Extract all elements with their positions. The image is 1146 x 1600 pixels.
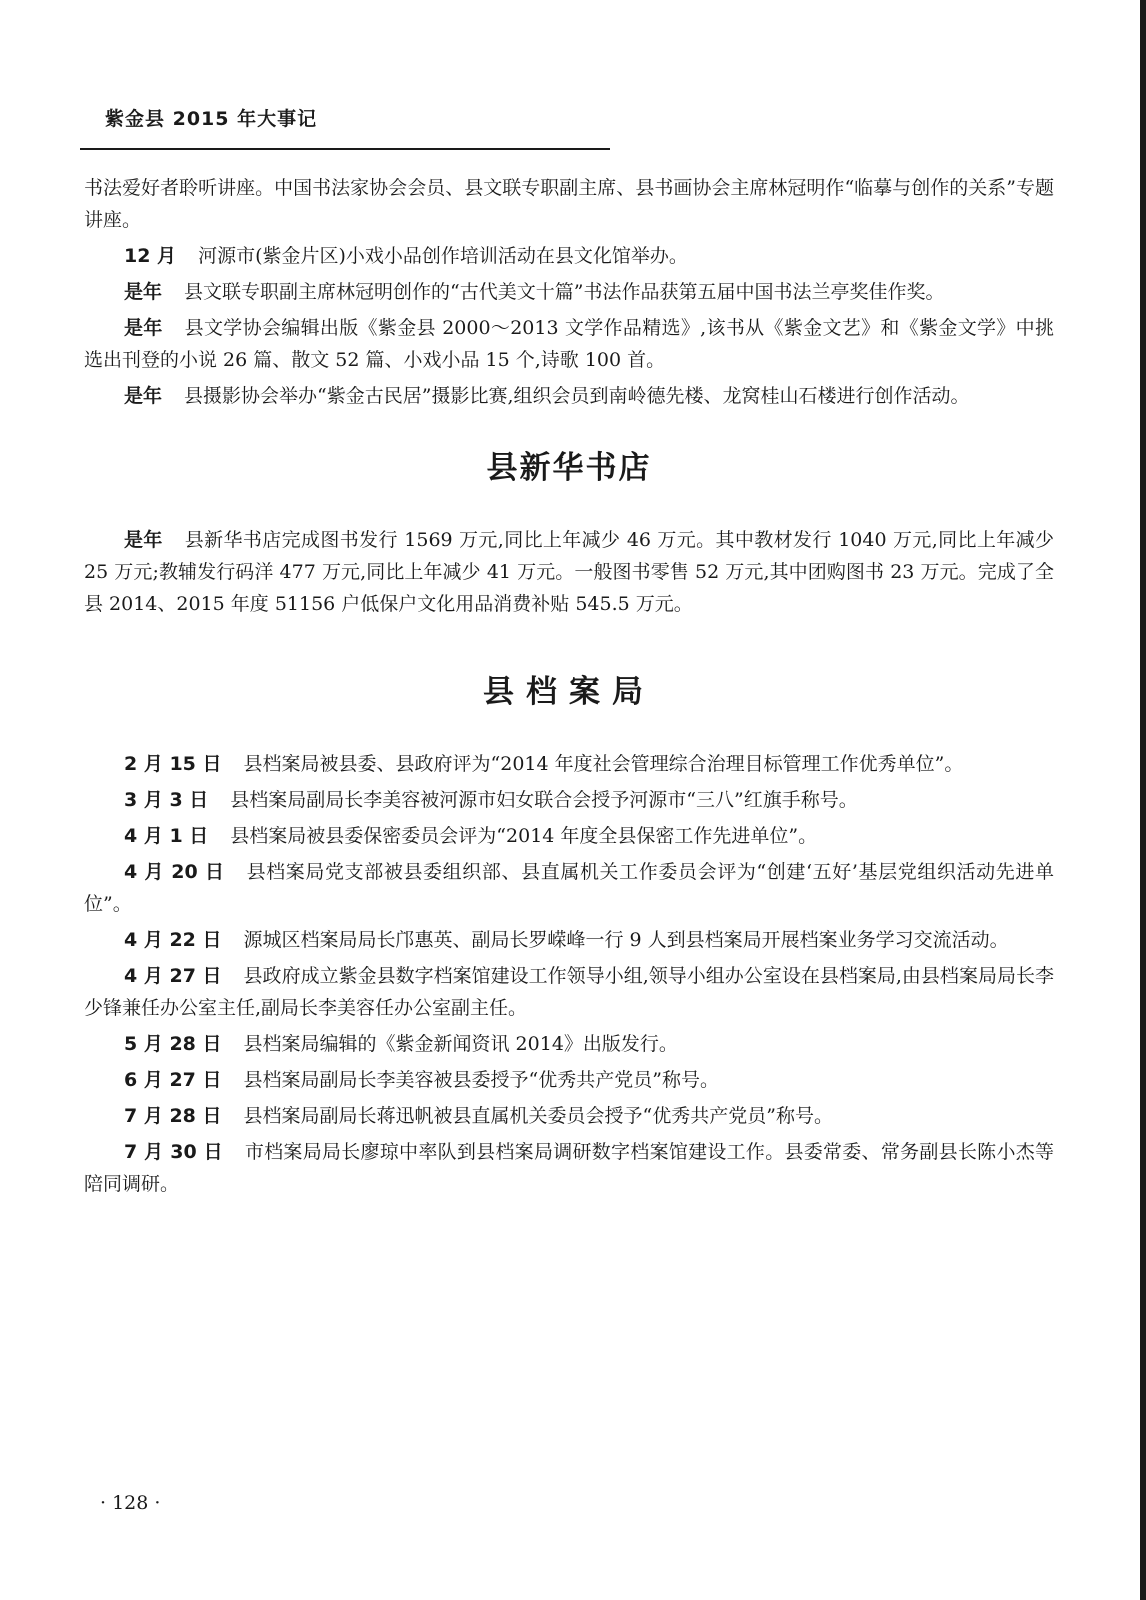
entry-paragraph [84, 748, 1054, 780]
entry-paragraph [84, 856, 1054, 920]
entry-date: 5 月 28 日 [124, 1033, 222, 1055]
entry-paragraph [84, 784, 1054, 816]
entry-text: 县档案局被县委、县政府评为“2014 年度社会管理综合治理目标管理工作优秀单位”。 [243, 753, 964, 775]
entry-text: 县摄影协会举办“紫金古民居”摄影比赛,组织会员到南岭德先楼、龙窝桂山石楼进行创作活动。 [184, 385, 970, 407]
entry-date: 是年 [124, 281, 163, 303]
entry-paragraph [84, 960, 1054, 1024]
entry-text: 市档案局局长廖琼中率队到县档案局调研数字档案馆建设工作。县委常委、常务副县长陈小杰等陪同调研。 [84, 1141, 1054, 1195]
entry-date: 12 月 [124, 245, 177, 267]
entry-date: 4 月 20 日 [124, 861, 225, 883]
entry-paragraph [84, 524, 1054, 620]
entry-paragraph [84, 924, 1054, 956]
section-title-archives: 县档案局 [483, 674, 655, 710]
page-body [84, 172, 1054, 1204]
entry-paragraph [84, 240, 1054, 272]
entry-date: 4 月 1 日 [124, 825, 209, 847]
entry-text: 县档案局副局长李美容被县委授予“优秀共产党员”称号。 [243, 1069, 719, 1091]
entry-date: 是年 [124, 317, 163, 339]
scan-edge [1140, 0, 1146, 1600]
entry-paragraph [84, 1136, 1054, 1200]
entry-text: 源城区档案局局长邝惠英、副局长罗嵘峰一行 9 人到县档案局开展档案业务学习交流活动。 [243, 929, 1009, 951]
entry-text: 河源市(紫金片区)小戏小品创作培训活动在县文化馆举办。 [198, 245, 688, 267]
entry-text: 县档案局副局长蒋迅帆被县直属机关委员会授予“优秀共产党员”称号。 [243, 1105, 833, 1127]
entry-date: 2 月 15 日 [124, 753, 222, 775]
entry-text: 县政府成立紫金县数字档案馆建设工作领导小组,领导小组办公室设在县档案局,由县档案局局长李少锋兼任办公室主任,副局长李美容任办公室副主任。 [84, 965, 1054, 1019]
entry-paragraph [84, 1064, 1054, 1096]
entry-date: 7 月 30 日 [124, 1141, 223, 1163]
entry-text: 县新华书店完成图书发行 1569 万元,同比上年减少 46 万元。其中教材发行 1040 万元,同比上年减少 25 万元;教辅发行码洋 477 万元,同比上年减少 41 万元。一般图书零售 52 万元,其中团购图书 23 万元。完成了全县 2014、2015 年度 51156 户低保户文化用品消费补贴 545.5 万元。 [84, 529, 1054, 615]
entry-date: 4 月 22 日 [124, 929, 222, 951]
entry-date: 6 月 27 日 [124, 1069, 222, 1091]
entry-paragraph [84, 820, 1054, 852]
entry-paragraph [84, 172, 1054, 236]
entry-paragraph [84, 1100, 1054, 1132]
section-title-bookstore: 县新华书店 [486, 450, 652, 486]
entry-text: 县档案局党支部被县委组织部、县直属机关工作委员会评为“创建‘五好’基层党组织活动先进单位”。 [84, 861, 1054, 915]
entry-paragraph [84, 380, 1054, 412]
entry-date: 是年 [124, 529, 163, 551]
entry-paragraph [84, 1028, 1054, 1060]
entry-text: 县档案局副局长李美容被河源市妇女联合会授予河源市“三八”红旗手称号。 [230, 789, 858, 811]
entry-date: 4 月 27 日 [124, 965, 222, 987]
page-number: · 128 · [100, 1492, 161, 1514]
entry-text: 县档案局被县委保密委员会评为“2014 年度全县保密工作先进单位”。 [230, 825, 818, 847]
header-rule [80, 148, 610, 150]
entry-text: 县文联专职副主席林冠明创作的“古代美文十篇”书法作品获第五届中国书法兰亭奖佳作奖。 [184, 281, 945, 303]
entry-date: 是年 [124, 385, 163, 407]
entry-text: 县档案局编辑的《紫金新闻资讯 2014》出版发行。 [243, 1033, 678, 1055]
running-head: 紫金县 2015 年大事记 [105, 108, 318, 130]
entry-date: 7 月 28 日 [124, 1105, 222, 1127]
entry-date: 3 月 3 日 [124, 789, 209, 811]
entry-paragraph [84, 312, 1054, 376]
entry-paragraph [84, 276, 1054, 308]
entry-text: 县文学协会编辑出版《紫金县 2000～2013 文学作品精选》,该书从《紫金文艺》和《紫金文学》中挑选出刊登的小说 26 篇、散文 52 篇、小戏小品 15 个,诗歌 100 首。 [84, 317, 1054, 371]
entry-text: 书法爱好者聆听讲座。中国书法家协会会员、县文联专职副主席、县书画协会主席林冠明作“临摹与创作的关系”专题讲座。 [84, 177, 1054, 231]
